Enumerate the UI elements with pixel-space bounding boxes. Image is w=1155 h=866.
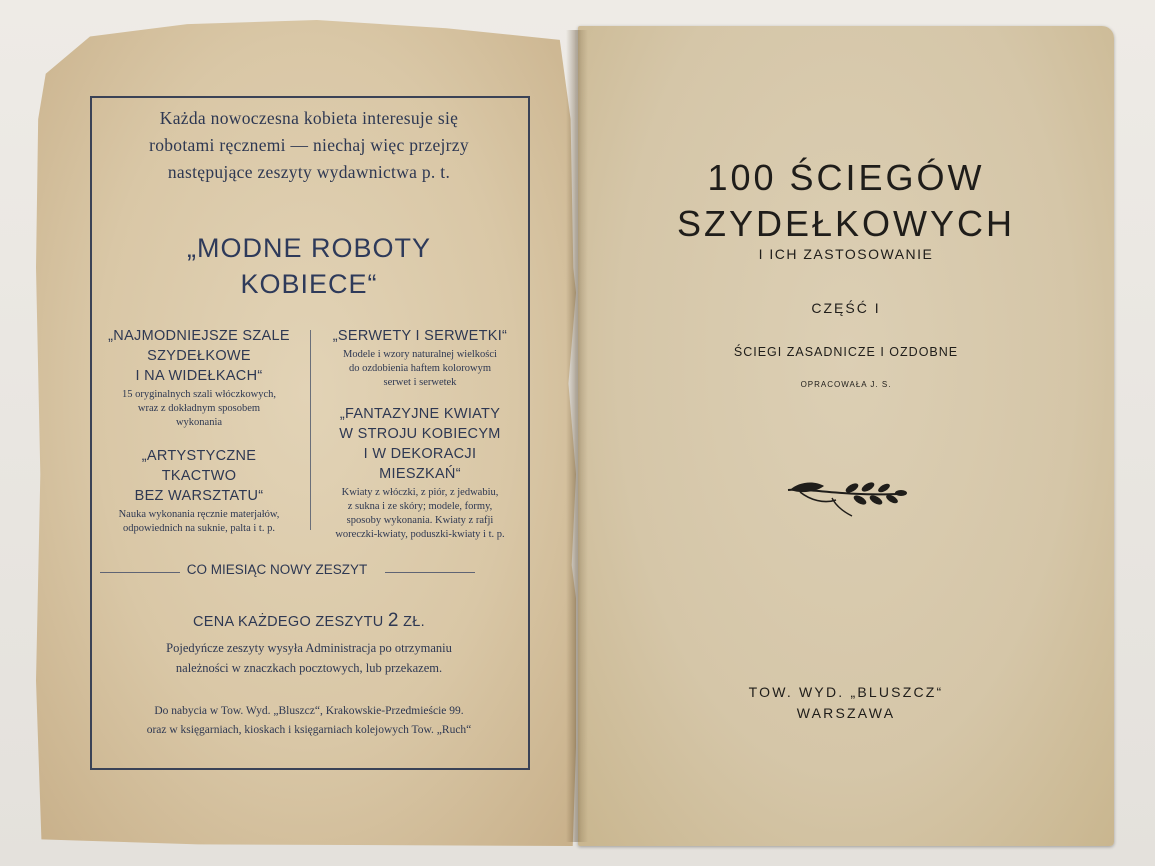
availability-line: oraz w księgarniach, kioskach i księgarniach kolejowych Tow. „Ruch“	[146, 724, 472, 736]
book-subtitle: I ICH ZASTOSOWANIE	[758, 246, 934, 262]
book-title-line: 100 ŚCIEGÓW	[707, 157, 985, 198]
series-title-line: „MODNE ROBOTY	[186, 233, 431, 263]
publisher-line: WARSZAWA	[796, 705, 896, 721]
booklet-weaving	[92, 446, 306, 536]
monthly-notice-text: CO MIESIĄC NOWY ZESZYT	[186, 562, 368, 577]
availability-line: Do nabycia w Tow. Wyd. „Bluszcz“, Krakowskie-Przedmieście 99.	[154, 705, 464, 717]
price-value: 2	[387, 610, 399, 631]
advertisement-intro	[92, 105, 526, 186]
booklet-description-line: Nauka wykonania ręcznie materjałów,	[118, 509, 280, 520]
booklet-title-line: „FANTAZYJNE KWIATY	[339, 406, 501, 422]
booklet-description	[314, 348, 526, 390]
booklet-napkins	[314, 326, 526, 390]
booklet-description	[314, 486, 526, 542]
price-note	[92, 638, 526, 678]
book-section: ŚCIEGI ZASADNICZE I OZDOBNE	[733, 345, 959, 359]
price-line	[92, 610, 526, 632]
booklet-title-line: SZYDEŁKOWE	[147, 348, 251, 364]
intro-line: następujące zeszyty wydawnictwa p. t.	[167, 162, 451, 182]
price-unit: ZŁ.	[403, 614, 425, 630]
series-title	[92, 230, 526, 302]
booklet-description-line: Modele i wzory naturalnej wielkości	[343, 349, 497, 360]
series-title-line: KOBIECE“	[240, 269, 378, 299]
price-prefix: CENA KAŻDEGO ZESZYTU	[193, 614, 384, 630]
booklet-description	[92, 508, 306, 536]
booklet-title-line: „NAJMODNIEJSZE SZALE	[108, 328, 290, 344]
booklet-flowers	[314, 404, 526, 542]
publisher	[578, 682, 1114, 724]
booklet-description-line: Kwiaty z włóczki, z piór, z jedwabiu,	[341, 487, 499, 498]
availability-note	[92, 702, 526, 740]
booklet-title-line: „SERWETY I SERWETKI“	[332, 328, 508, 344]
book-title-line: SZYDEŁKOWYCH	[676, 203, 1016, 244]
booklet-shawls	[92, 326, 306, 430]
booklet-description-line: sposoby wykonania. Kwiaty z rafji	[346, 515, 494, 526]
booklet-description-line: z sukna i ze skóry; modele, formy,	[347, 501, 493, 512]
booklet-title	[92, 446, 306, 506]
booklet-title-line: „ARTYSTYCZNE	[141, 448, 257, 464]
monthly-notice	[100, 562, 454, 582]
book-title	[578, 155, 1114, 247]
booklet-title-line: I W DEKORACJI	[363, 446, 477, 462]
booklet-title-line: BEZ WARSZTATU“	[134, 488, 264, 504]
intro-line: Każda nowoczesna kobieta interesuje się	[159, 108, 459, 128]
booklet-description-line: serwet i serwetek	[383, 377, 457, 388]
booklet-description-line: wraz z dokładnym sposobem	[137, 403, 261, 414]
price-note-line: Pojedyńcze zeszyty wysyła Administracja po otrzymaniu	[166, 641, 452, 655]
booklet-title	[314, 326, 526, 346]
booklet-title-line: TKACTWO	[161, 468, 237, 484]
intro-line: robotami ręcznemi — niechaj więc przejrzy	[149, 135, 469, 155]
booklet-description-line: 15 oryginalnych szali włóczkowych,	[122, 389, 276, 400]
booklet-title-line: W STROJU KOBIECYM	[339, 426, 501, 442]
price-note-line: należności w znaczkach pocztowych, lub przekazem.	[175, 661, 443, 675]
booklet-title-line: MIESZKAŃ“	[379, 466, 461, 482]
publisher-line: TOW. WYD. „BLUSZCZ“	[748, 684, 944, 700]
booklet-description-line: do ozdobienia haftem kolorowym	[348, 363, 491, 374]
book-part: CZĘŚĆ I	[811, 300, 881, 316]
leaf-branch-ornament-icon	[780, 470, 910, 520]
booklet-title-line: I NA WIDEŁKACH“	[135, 368, 263, 384]
column-divider	[310, 330, 311, 530]
booklet-title	[314, 404, 526, 484]
booklet-description-line: odpowiednich na suknie, palta i t. p.	[123, 523, 275, 534]
booklet-description	[92, 388, 306, 430]
booklet-description-line: wykonania	[175, 417, 223, 428]
monthly-rule-right	[385, 572, 475, 573]
book-author: OPRACOWAŁA J. S.	[800, 380, 892, 389]
booklet-description-line: woreczki-kwiaty, poduszki-kwiaty i t. p.	[335, 529, 505, 540]
booklet-title	[92, 326, 306, 386]
